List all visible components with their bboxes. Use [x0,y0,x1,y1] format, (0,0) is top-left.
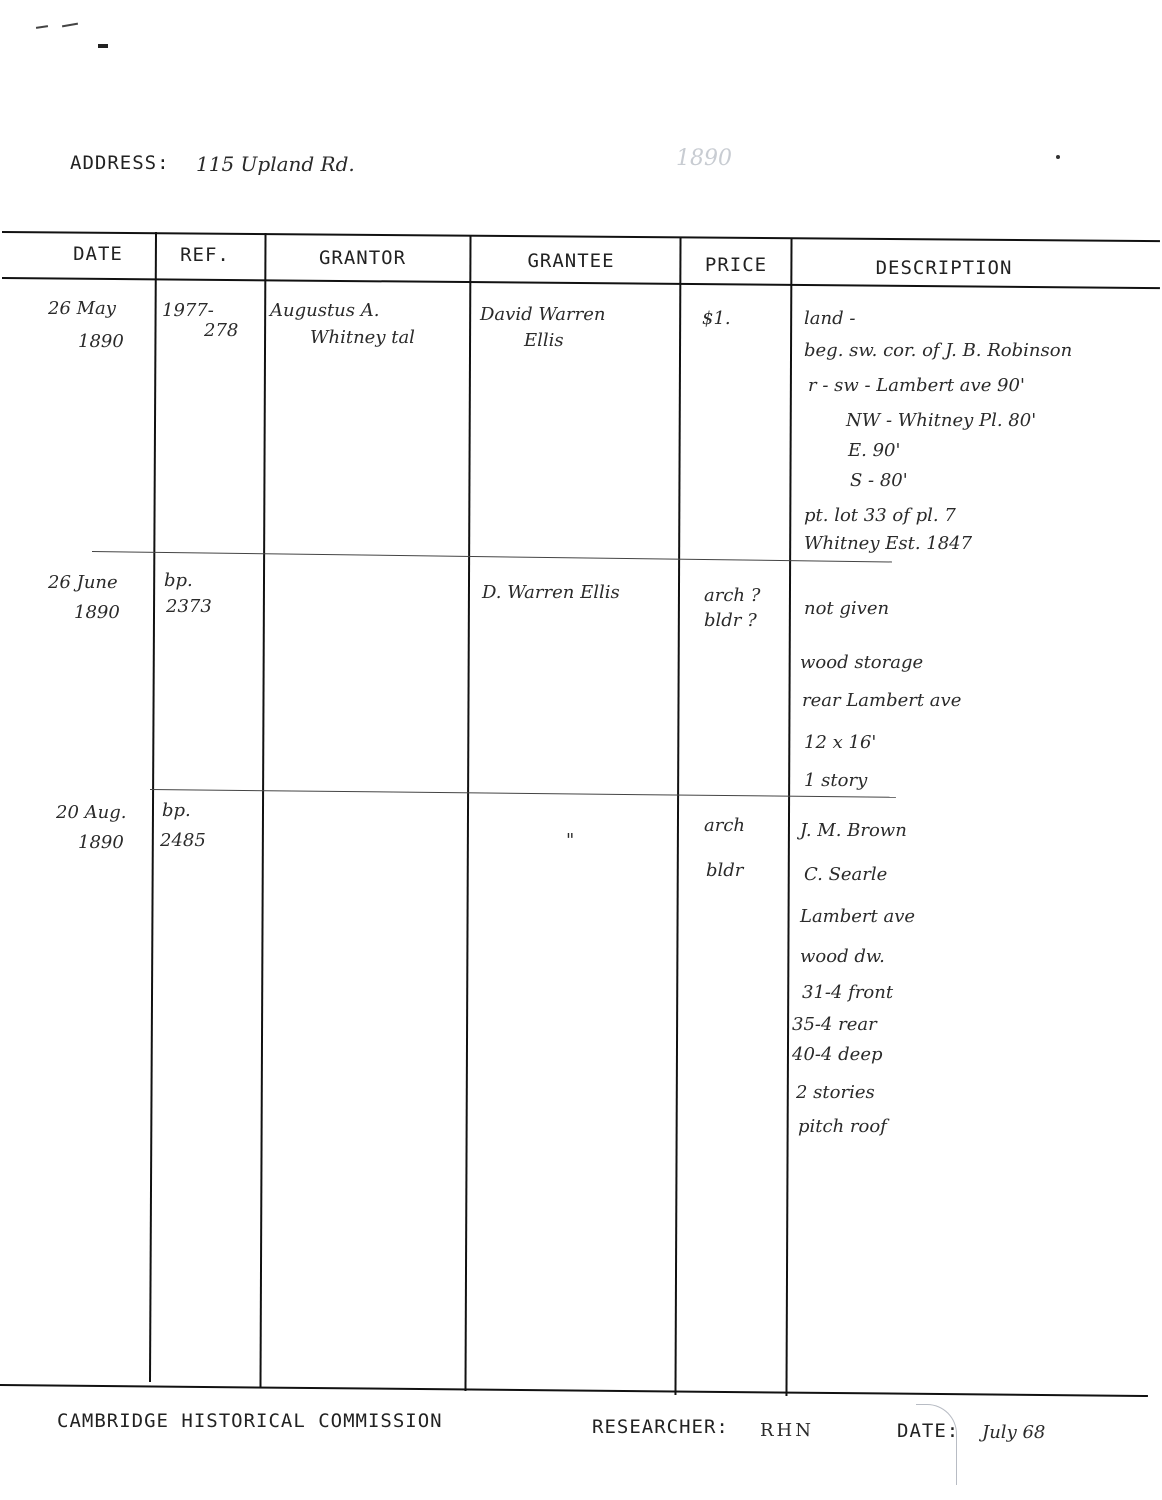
description-line: Lambert ave [800,906,916,927]
column-divider [464,235,471,1391]
description-line: J. M. Brown [800,820,907,841]
description-line: 2 stories [796,1082,875,1103]
description-line: wood storage [800,652,924,673]
table-bottom-rule [0,1384,1148,1397]
description-line: wood dw. [800,946,885,967]
description-line: Whitney Est. 1847 [804,533,973,554]
table-top-rule [2,231,1160,242]
column-header-grantor: GRANTOR [318,247,407,269]
description-line: S - 80' [850,470,908,491]
entry-price: arch [704,815,746,836]
entry-date-year: 1890 [78,331,124,352]
entry-price-cont: bldr [706,860,744,881]
entry-price: $1. [702,308,731,329]
entry-grantor: Augustus A. [270,300,380,321]
entry-price-cont: bldr ? [704,610,757,631]
description-line: 35-4 rear [792,1014,877,1035]
footer-organization: CAMBRIDGE HISTORICAL COMMISSION [57,1410,443,1432]
pencil-stroke [916,1404,957,1485]
description-line: beg. sw. cor. of J. B. Robinson [804,340,1073,361]
entry-separator [92,551,892,562]
description-line: r - sw - Lambert ave 90' [808,375,1025,396]
entry-price: arch ? [704,585,761,606]
description-line: 12 x 16' [804,732,877,753]
column-divider [259,233,266,1388]
column-divider [149,232,157,1382]
description-line: pt. lot 33 of pl. 7 [804,505,956,526]
description-line: land - [804,308,856,329]
description-line: E. 90' [848,440,901,461]
description-line: C. Searle [804,864,888,885]
entry-date: 26 June [48,572,118,593]
column-header-price: PRICE [704,254,768,276]
entry-ref: bp. [164,570,193,591]
address-label: ADDRESS: [70,152,170,174]
description-line: 1 story [804,770,868,791]
column-header-date: DATE [73,243,123,265]
dot-mark [1056,155,1060,159]
column-header-grantee: GRANTEE [527,250,615,272]
description-line: not given [804,598,890,619]
footer-date-value: July 68 [982,1422,1046,1443]
researcher-value: RHN [760,1420,814,1441]
entry-ref-page: 2485 [160,830,206,851]
corner-mark [36,20,96,50]
entry-date-year: 1890 [74,602,120,623]
year-note: 1890 [676,146,732,171]
entry-ref: 1977- [162,300,214,321]
entry-date-year: 1890 [78,832,124,853]
entry-grantee: D. Warren Ellis [482,582,620,603]
entry-date: 20 Aug. [56,802,127,823]
footer-date-label: DATE: [897,1420,960,1442]
researcher-label: RESEARCHER: [592,1416,729,1438]
column-divider [674,237,681,1395]
column-divider [785,238,792,1396]
description-line: NW - Whitney Pl. 80' [846,410,1037,431]
entry-grantee: David Warren [480,304,606,325]
entry-grantee: " [566,830,575,851]
entry-date: 26 May [48,298,116,319]
description-line: pitch roof [798,1116,887,1137]
column-header-description: DESCRIPTION [875,257,1013,279]
description-line: rear Lambert ave [802,690,962,711]
address-value: 115 Upland Rd. [196,152,355,176]
description-line: 31-4 front [802,982,894,1003]
entry-ref-page: 2373 [166,596,212,617]
entry-ref-page: 278 [204,320,239,341]
description-line: 40-4 deep [792,1044,883,1065]
entry-grantee-cont: Ellis [524,330,564,351]
column-header-ref: REF. [180,244,230,266]
entry-ref: bp. [162,800,191,821]
entry-grantor-cont: Whitney tal [310,327,415,348]
